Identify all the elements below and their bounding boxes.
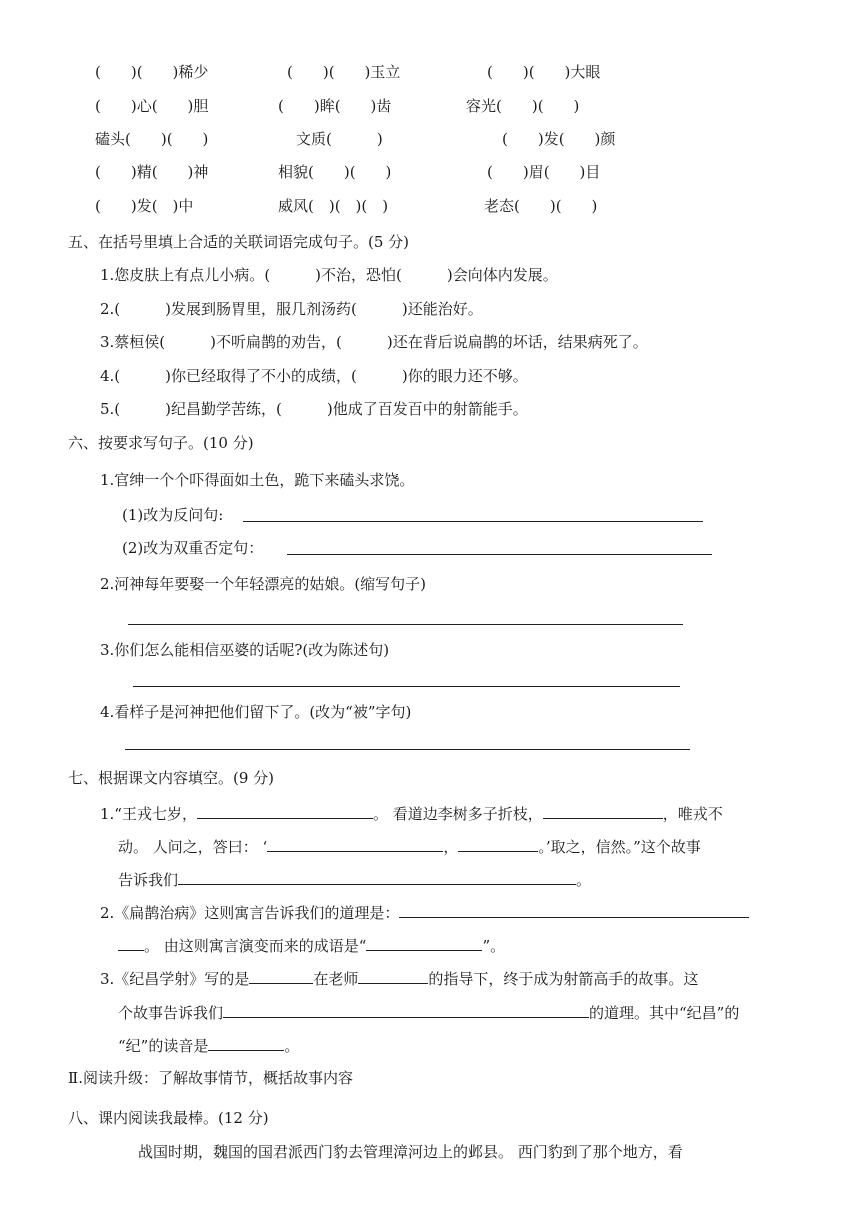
text: “纪”的读音是: [118, 1037, 209, 1055]
blank[interactable]: [178, 868, 576, 885]
text: 。’取之，信然。”这个故事: [538, 838, 701, 856]
answer-line[interactable]: [125, 749, 690, 750]
blank[interactable]: [118, 934, 144, 951]
s6-q1b: (2)改为双重否定句：: [122, 539, 264, 557]
text: 。: [576, 871, 592, 889]
idiom-4-1: ( )精( )神: [95, 163, 209, 181]
text: 的指导下，终于成为射箭高手的故事。这: [428, 970, 699, 988]
blank[interactable]: [249, 967, 313, 984]
s7-q1-line3: [118, 868, 591, 890]
s7-q1-line1: [100, 802, 723, 824]
answer-line[interactable]: [133, 686, 680, 687]
s5-item-2: 2.( )发展到肠胃里，服几剂汤药( )还能治好。: [100, 300, 483, 318]
section-8-title: 八、课内阅读我最棒。(12 分): [68, 1109, 269, 1127]
s6-q2: 2.河神每年要娶一个年轻漂亮的姑娘。(缩写句子): [100, 575, 427, 593]
blank[interactable]: [458, 835, 538, 852]
idiom-1-1: ( )( )稀少: [95, 63, 209, 81]
answer-line[interactable]: [128, 624, 683, 625]
blank[interactable]: [267, 835, 443, 852]
s7-q2-line2: [118, 934, 505, 956]
idiom-4-2: 相貌( )( ): [278, 163, 392, 181]
s6-q3: 3.你们怎么能相信巫婆的话呢?(改为陈述句): [100, 641, 390, 659]
text: ，唯戎不: [662, 805, 723, 823]
idiom-5-2: 威风( )( )( ): [278, 197, 389, 215]
idiom-4-3: ( )眉( )目: [487, 163, 601, 181]
text: ，: [443, 838, 459, 856]
answer-line[interactable]: [243, 521, 703, 522]
s7-q3-line3: [118, 1034, 299, 1056]
text: 的道理。其中“纪昌”的: [589, 1004, 740, 1022]
idiom-2-2: ( )眸( )齿: [278, 97, 392, 115]
text: 1.“王戎七岁，: [100, 805, 197, 823]
idiom-5-1: ( )发( )中: [95, 197, 194, 215]
s7-q1-line2: [118, 835, 701, 857]
idiom-1-3: ( )( )大眼: [487, 63, 601, 81]
blank[interactable]: [223, 1001, 589, 1018]
section-5-title: 五、在括号里填上合适的关联词语完成句子。(5 分): [68, 233, 410, 251]
idiom-2-3: 容光( )( ): [466, 97, 580, 115]
idiom-5-3: 老态( )( ): [484, 197, 598, 215]
s5-item-4: 4.( )你已经取得了不小的成绩，( )你的眼力还不够。: [100, 367, 528, 385]
s7-q2-line1: [100, 901, 749, 923]
text: 。 看道边李树多子折枝，: [372, 805, 543, 823]
s5-item-5: 5.( )纪昌勤学苦练，( )他成了百发百中的射箭能手。: [100, 400, 528, 418]
blank[interactable]: [543, 802, 663, 819]
idiom-1-2: ( )( )玉立: [287, 63, 401, 81]
idiom-3-2: 文质( ): [296, 130, 383, 148]
text: 。: [284, 1037, 300, 1055]
s6-q4: 4.看样子是河神把他们留下了。(改为“被”字句): [100, 703, 412, 721]
blank[interactable]: [197, 802, 373, 819]
blank[interactable]: [399, 901, 749, 918]
section-6-title: 六、按要求写句子。(10 分): [68, 434, 254, 452]
idiom-3-3: ( )发( )颜: [502, 130, 616, 148]
text: 3.《纪昌学射》写的是: [100, 970, 250, 988]
text: 动。 人问之，答曰： ‘: [118, 838, 268, 856]
s6-q1a: (1)改为反问句:: [122, 506, 224, 524]
s5-item-1: 1.您皮肤上有点儿小病。( )不治，恐怕( )会向体内发展。: [100, 266, 558, 284]
blank[interactable]: [366, 934, 482, 951]
text: 在老师: [313, 970, 359, 988]
idiom-3-1: 磕头( )( ): [95, 130, 209, 148]
text: 告诉我们: [118, 871, 179, 889]
blank[interactable]: [358, 967, 428, 984]
s7-q3-line1: [100, 967, 698, 989]
text: 。 由这则寓言演变而来的成语是“: [144, 937, 367, 955]
s6-q1: 1.官绅一个个吓得面如土色，跪下来磕头求饶。: [100, 471, 415, 489]
section-7-title: 七、根据课文内容填空。(9 分): [68, 769, 275, 787]
s8-passage: 战国时期，魏国的国君派西门豹去管理漳河边上的邺县。 西门豹到了那个地方，看: [138, 1143, 683, 1161]
text: 个故事告诉我们: [118, 1004, 224, 1022]
answer-line[interactable]: [287, 554, 712, 555]
blank[interactable]: [208, 1034, 284, 1051]
s7-q3-line2: [118, 1001, 739, 1023]
text: 2.《扁鹊治病》这则寓言告诉我们的道理是：: [100, 904, 400, 922]
part-2-title: Ⅱ.阅读升级：了解故事情节，概括故事内容: [68, 1069, 353, 1087]
text: ”。: [482, 937, 506, 955]
s5-item-3: 3.蔡桓侯( )不听扁鹊的劝告，( )还在背后说扁鹊的坏话，结果病死了。: [100, 333, 648, 351]
idiom-2-1: ( )心( )胆: [95, 97, 209, 115]
